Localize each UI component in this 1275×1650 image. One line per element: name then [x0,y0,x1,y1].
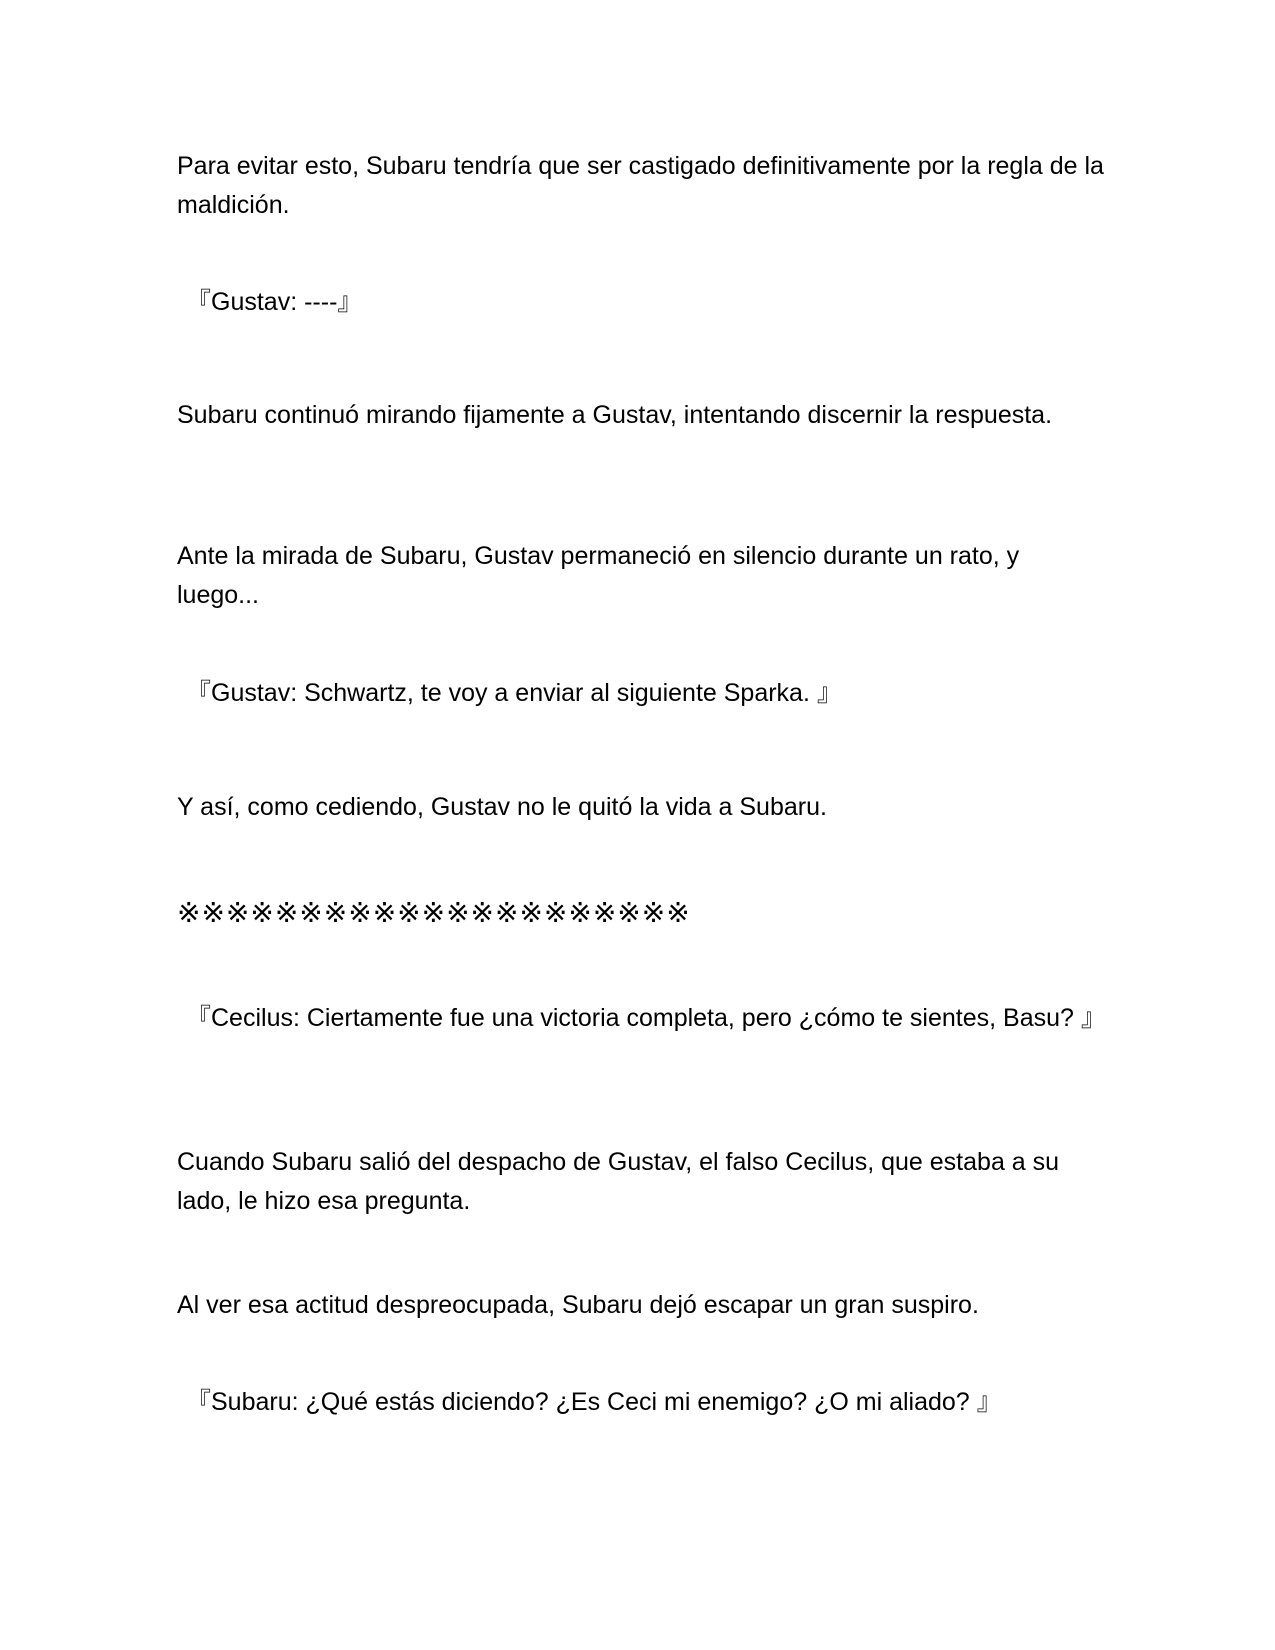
paragraph-narration: Y así, como cediendo, Gustav no le quitó la vida a Subaru. [177,793,827,821]
paragraph-narration: Subaru continuó mirando fijamente a Gustav, intentando discernir la respuesta. [177,401,1053,429]
paragraph-narration: Para evitar esto, Subaru tendría que ser castigado definitivamente por la regla de la maldición. [177,152,1104,219]
scene-separator: ※※※※※※※※※※※※※※※※※※※※※ [177,896,691,929]
paragraph-narration: Al ver esa actitud despreocupada, Subaru dejó escapar un gran suspiro. [177,1291,979,1319]
dialogue-gustav-silence: 『Gustav: ----』 [186,288,363,316]
dialogue-cecilus: 『Cecilus: Ciertamente fue una victoria completa, pero ¿cómo te sientes, Basu? 』 [186,1004,1106,1032]
dialogue-gustav-schwartz: 『Gustav: Schwartz, te voy a enviar al siguiente Sparka. 』 [186,679,842,707]
dialogue-subaru: 『Subaru: ¿Qué estás diciendo? ¿Es Ceci mi enemigo? ¿O mi aliado? 』 [186,1388,1002,1416]
paragraph-narration: Cuando Subaru salió del despacho de Gustav, el falso Cecilus, que estaba a su lado, le hizo esa pregunta. [177,1148,1060,1215]
paragraph-narration: Ante la mirada de Subaru, Gustav permaneció en silencio durante un rato, y luego... [177,542,1020,609]
